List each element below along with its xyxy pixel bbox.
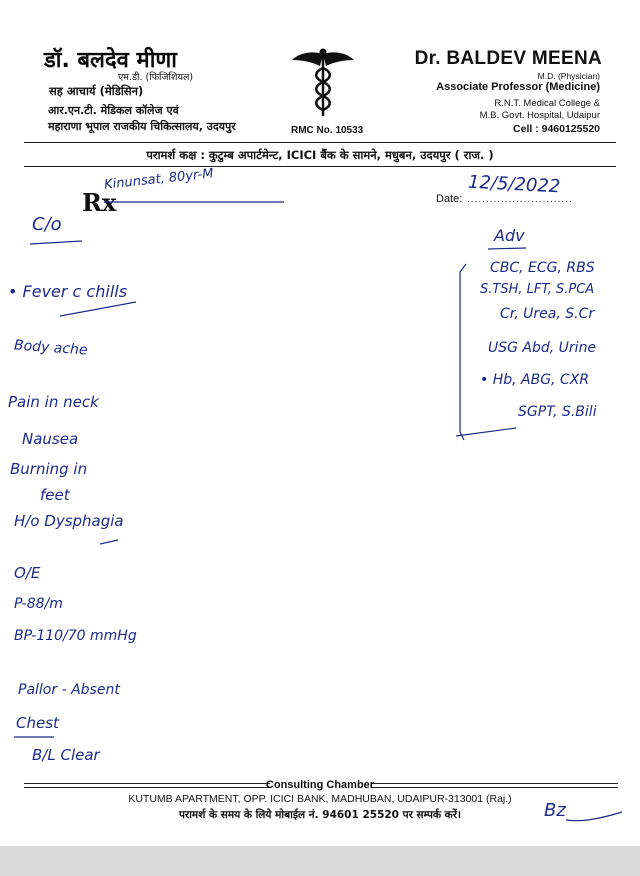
note-fever: • Fever c chills: [8, 282, 128, 301]
note-pulse: P-88/m: [14, 596, 63, 612]
footer-rule-right: [372, 783, 618, 788]
bracket-advice: [456, 262, 470, 442]
rmc-number: RMC No. 10533: [291, 125, 364, 136]
cell-number: Cell : 9460125520: [513, 123, 600, 135]
note-bp: BP-110/70 mmHg: [14, 628, 137, 644]
advice-usg: USG Abd, Urine: [488, 340, 597, 356]
note-complaints: C/o: [32, 214, 62, 235]
footer-address: KUTUMB APARTMENT, OPP. ICICI BANK, MADHUBAN, UDAIPUR-313001 (Raj.): [128, 793, 512, 805]
footer-phone-hindi: परामर्श के समय के लिये मोबाईल नं. 94601 25520 पर सम्पर्क करें।: [178, 809, 462, 821]
underline-advice-end: [456, 424, 518, 440]
date-label: Date:: [436, 193, 463, 205]
doctor-signature: Bz: [544, 800, 566, 821]
doctor-name-english: Dr. BALDEV MEENA: [414, 48, 602, 69]
mark-dysphagia: [100, 538, 120, 546]
rx-symbol: Rx: [82, 188, 117, 217]
note-exam: O/E: [14, 564, 41, 582]
scan-bottom-edge: [0, 846, 640, 876]
note-body-ache: Body ache: [13, 337, 89, 359]
header-rule-top: [24, 142, 616, 143]
college-english-line-1: R.N.T. Medical College &: [494, 98, 600, 109]
degree-english: M.D. (Physician): [537, 71, 600, 81]
underline-fever: [60, 300, 138, 318]
date-dotted-line: ............................: [467, 194, 573, 205]
handwritten-patient: Kinunsat, 80yr-M: [103, 166, 215, 193]
college-hindi-line-1: आर.एन.टी. मेडिकल कॉलेज एवं: [48, 104, 179, 117]
advice-cbc: CBC, ECG, RBS: [490, 260, 595, 276]
advice-sgpt: SGPT, S.Bili: [518, 404, 597, 420]
note-burning: Burning in: [10, 460, 88, 478]
note-chest: Chest: [16, 714, 59, 732]
note-nausea: Nausea: [22, 430, 79, 448]
advice-tsh: S.TSH, LFT, S.PCA: [480, 282, 595, 297]
underline-complaints: [30, 240, 84, 246]
note-feet: feet: [40, 486, 70, 504]
college-english-line-2: M.B. Govt. Hospital, Udaipur: [479, 110, 600, 121]
designation-english: Associate Professor (Medicine): [436, 81, 600, 93]
underline-chest: [14, 734, 56, 740]
clinic-address-hindi: परामर्श कक्ष : कुटुम्ब अपार्टमेन्ट, ICICI बैंक के सामने, मधुबन, उदयपुर ( राज. ): [146, 148, 494, 162]
rx-underline: [104, 200, 284, 204]
note-advice: Adv: [494, 226, 525, 245]
underline-advice: [488, 246, 528, 252]
consulting-chamber-title: Consulting Chamber: [265, 779, 375, 791]
advice-urea: Cr, Urea, S.Cr: [500, 306, 595, 322]
note-pallor: Pallor - Absent: [18, 682, 120, 698]
handwritten-date: 12/5/2022: [467, 171, 561, 198]
doctor-name-hindi: डॉ. बलदेव मीणा: [44, 48, 177, 73]
caduceus-icon: [290, 46, 356, 118]
college-hindi-line-2: महाराणा भूपाल राजकीय चिकित्सालय, उदयपुर: [48, 120, 236, 133]
designation-hindi: सह आचार्य (मेडिसिन): [49, 84, 144, 98]
note-chest-clear: B/L Clear: [32, 746, 100, 764]
header-rule-bottom: [24, 166, 616, 167]
degree-hindi: एम.डी. (फिजिशियल): [118, 72, 194, 83]
note-neck-pain: Pain in neck: [8, 393, 99, 411]
advice-abg: • Hb, ABG, CXR: [480, 372, 590, 388]
note-dysphagia: H/o Dysphagia: [14, 512, 124, 530]
